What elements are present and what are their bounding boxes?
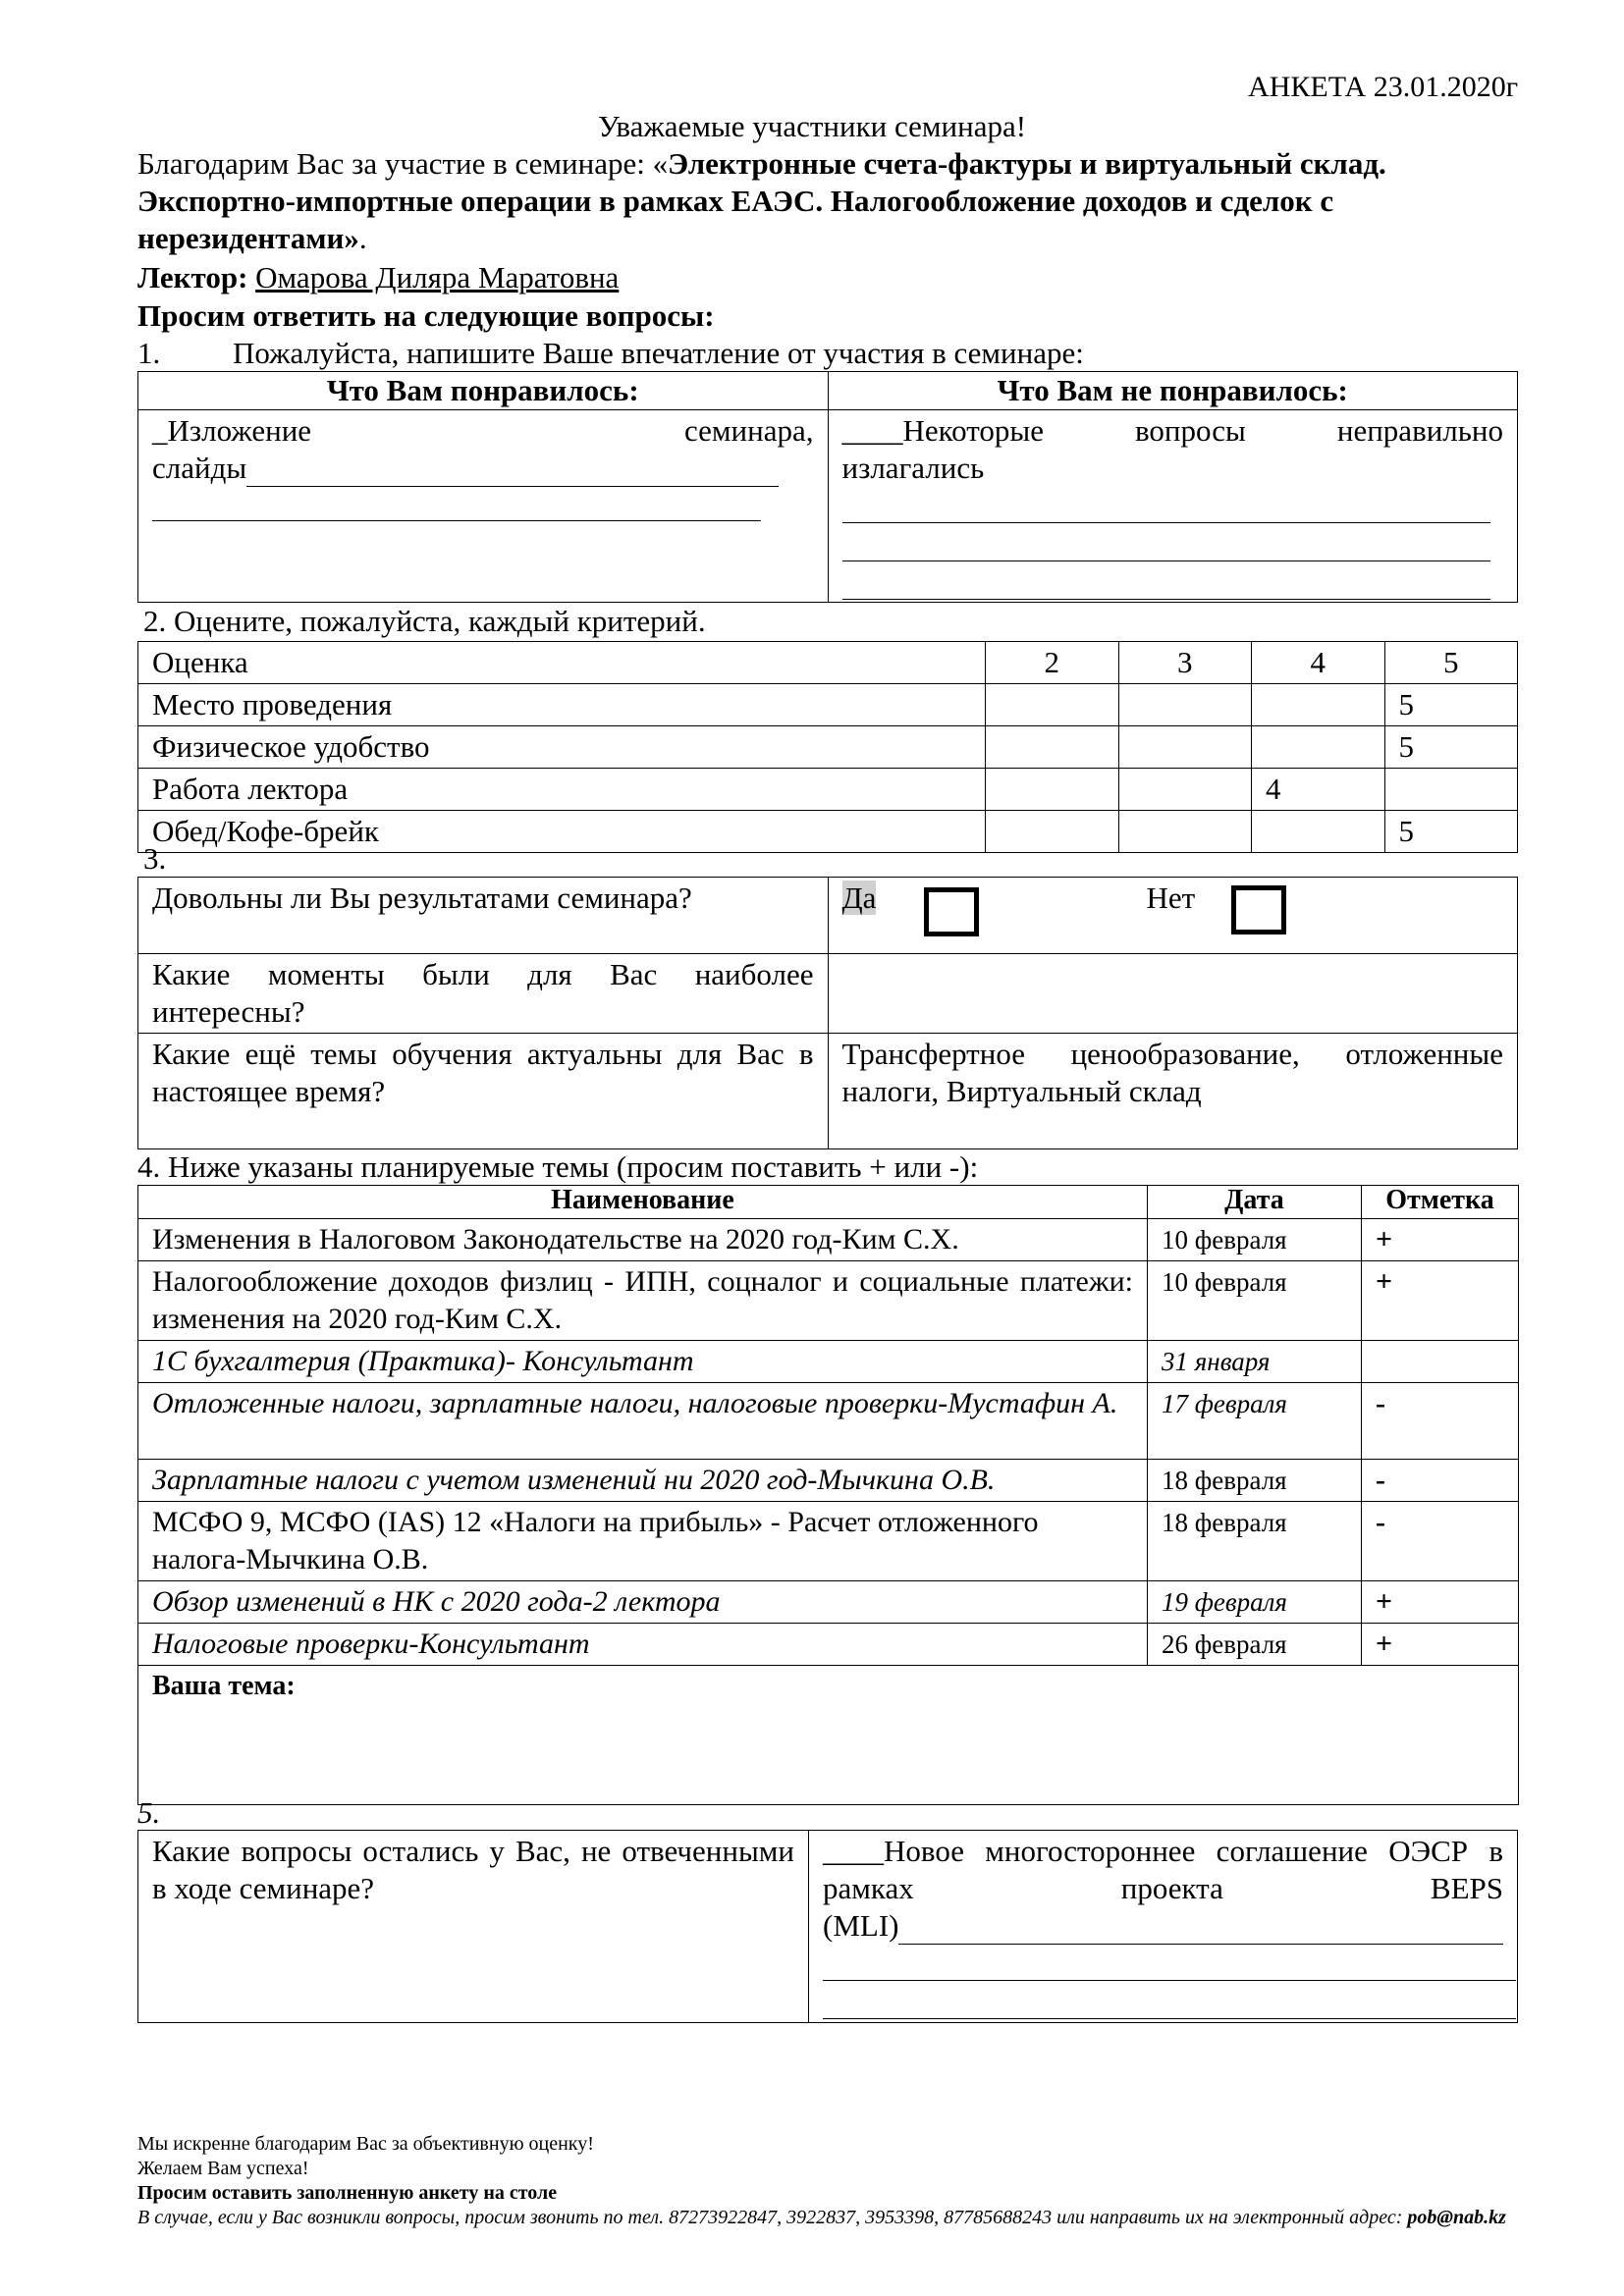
rating-header-2: 2 bbox=[986, 642, 1119, 684]
topic-row bbox=[138, 1624, 1519, 1666]
lecturer-label: Лектор: bbox=[137, 260, 248, 294]
lecturer-name: Омарова Диляра Маратовна bbox=[255, 260, 620, 294]
rating-cell[interactable] bbox=[1118, 684, 1252, 726]
topics-answer[interactable]: Трансфертное ценообразование, отложенные налоги, Виртуальный склад bbox=[828, 1034, 1518, 1149]
impressions-table bbox=[137, 371, 1518, 603]
footer-wishes: Желаем Вам успеха! bbox=[137, 2158, 309, 2179]
footer-thanks: Мы искренне благодарим Вас за объективную оценку! bbox=[137, 2133, 594, 2155]
col-date-header: Дата bbox=[1148, 1186, 1362, 1219]
liked-header: Что Вам понравилось: bbox=[138, 372, 829, 410]
remaining-answer-line-2: рамках проекта BEPS bbox=[823, 1871, 1503, 1905]
col-mark-header: Отметка bbox=[1362, 1186, 1519, 1219]
thanks-prefix: Благодарим Вас за участие в семинаре: « bbox=[137, 146, 669, 181]
topic-date: 18 февраля bbox=[1148, 1460, 1362, 1502]
request-heading: Просим ответить на следующие вопросы: bbox=[137, 298, 715, 333]
results-table bbox=[137, 877, 1518, 1149]
q1-question: Пожалуйста, напишите Ваше впечатление от участия в семинаре: bbox=[233, 336, 1084, 370]
rating-cell[interactable] bbox=[1252, 684, 1385, 726]
footer bbox=[137, 2132, 1518, 2230]
rating-row bbox=[138, 769, 1518, 811]
satisfied-answer-cell bbox=[828, 878, 1518, 954]
topic-name: Обзор изменений в НК с 2020 года-2 лектора bbox=[138, 1581, 1148, 1624]
topic-date: 19 февраля bbox=[1148, 1581, 1362, 1624]
col-name-header: Наименование bbox=[138, 1186, 1148, 1219]
topic-mark[interactable]: + bbox=[1362, 1219, 1519, 1261]
rating-table bbox=[137, 641, 1518, 853]
rating-cell[interactable]: 5 bbox=[1384, 726, 1518, 769]
fill-line bbox=[842, 487, 1490, 523]
rating-cell[interactable] bbox=[986, 684, 1119, 726]
rating-row bbox=[138, 811, 1518, 853]
topic-date: 17 февраля bbox=[1148, 1383, 1362, 1460]
no-checkbox[interactable] bbox=[1231, 885, 1286, 934]
topic-date: 31 января bbox=[1148, 1341, 1362, 1383]
fill-line bbox=[823, 1981, 1516, 2019]
topic-mark[interactable]: - bbox=[1362, 1502, 1519, 1581]
rating-cell[interactable] bbox=[1384, 769, 1518, 811]
rating-cell[interactable] bbox=[1252, 811, 1385, 853]
liked-answer-line-1: _Изложение семинара, bbox=[152, 413, 814, 448]
rating-cell[interactable]: 4 bbox=[1252, 769, 1385, 811]
liked-answer-line-2: слайды bbox=[152, 451, 247, 485]
fill-line bbox=[842, 523, 1490, 561]
rating-cell[interactable] bbox=[1118, 769, 1252, 811]
q3-number: 3. bbox=[143, 841, 167, 876]
topic-name: 1С бухгалтерия (Практика)- Консультант bbox=[138, 1341, 1148, 1383]
lecturer-line bbox=[137, 259, 619, 296]
yes-checkbox[interactable] bbox=[924, 887, 979, 936]
rating-row bbox=[138, 684, 1518, 726]
q4-title: 4. Ниже указаны планируемые темы (просим поставить + или -): bbox=[137, 1149, 979, 1184]
topic-date: 10 февраля bbox=[1148, 1219, 1362, 1261]
topic-row bbox=[138, 1581, 1519, 1624]
topic-row bbox=[138, 1341, 1519, 1383]
fill-line bbox=[842, 561, 1490, 600]
yes-label: Да bbox=[841, 881, 877, 915]
q5-number: 5. bbox=[137, 1795, 161, 1830]
q1-number: 1. bbox=[137, 336, 161, 370]
rating-header-4: 4 bbox=[1252, 642, 1385, 684]
topic-mark[interactable] bbox=[1362, 1341, 1519, 1383]
topic-row bbox=[138, 1261, 1519, 1341]
rating-cell[interactable] bbox=[1118, 726, 1252, 769]
interesting-answer[interactable] bbox=[828, 954, 1518, 1034]
fill-line bbox=[246, 456, 779, 487]
liked-answer-cell[interactable] bbox=[138, 410, 829, 603]
remaining-questions: Какие вопросы остались у Вас, не отвеченными в ходе семинаре? bbox=[138, 1831, 809, 2023]
rating-cell[interactable] bbox=[986, 726, 1119, 769]
topic-date: 18 февраля bbox=[1148, 1502, 1362, 1581]
topic-mark[interactable]: + bbox=[1362, 1581, 1519, 1624]
footer-email[interactable]: pob@nab.kz bbox=[1407, 2207, 1506, 2228]
topic-row bbox=[138, 1219, 1519, 1261]
topic-mark[interactable]: + bbox=[1362, 1624, 1519, 1666]
topic-date: 10 февраля bbox=[1148, 1261, 1362, 1341]
rating-header-5: 5 bbox=[1384, 642, 1518, 684]
your-topic-field[interactable]: Ваша тема: bbox=[138, 1666, 1519, 1805]
rating-row bbox=[138, 726, 1518, 769]
topic-mark[interactable]: - bbox=[1362, 1460, 1519, 1502]
footer-contacts-text: В случае, если у Вас возникли вопросы, просим звонить по тел. 87273922847, 3922837, 3953398, 87785688243 или направить их на электронный адрес: bbox=[137, 2207, 1408, 2228]
topic-name: Налоговые проверки-Консультант bbox=[138, 1624, 1148, 1666]
disliked-answer-cell[interactable] bbox=[828, 410, 1518, 603]
seminar-title: Электронные счета-фактуры и виртуальный склад. Экспортно-импортные операции в рамках ЕАЭС. Налогообложение доходов и сделок с нерезидентами» bbox=[137, 146, 1386, 255]
rating-criterion: Работа лектора bbox=[138, 769, 986, 811]
document-code: АНКЕТА 23.01.2020г bbox=[1248, 71, 1518, 103]
rating-cell[interactable] bbox=[1252, 726, 1385, 769]
rating-header-3: 3 bbox=[1118, 642, 1252, 684]
topic-row bbox=[138, 1460, 1519, 1502]
disliked-answer-line-1: ____Некоторые вопросы неправильно bbox=[841, 413, 1503, 448]
questions-table bbox=[137, 1830, 1518, 2023]
rating-cell[interactable] bbox=[986, 769, 1119, 811]
topic-name: Зарплатные налоги с учетом изменений ни 2020 год-Мычкина О.В. bbox=[138, 1460, 1148, 1502]
footer-instruction: Просим оставить заполненную анкету на столе bbox=[137, 2182, 558, 2204]
rating-cell[interactable] bbox=[1118, 811, 1252, 853]
remaining-answer-line-1: ____Новое многостороннее соглашение ОЭСР в bbox=[823, 1834, 1503, 1868]
fill-line bbox=[152, 487, 761, 521]
remaining-answer-line-3: (MLI) bbox=[823, 1908, 899, 1943]
disliked-header: Что Вам не понравилось: bbox=[828, 372, 1518, 410]
topic-name: МСФО 9, МСФО (IAS) 12 «Налоги на прибыль» - Расчет отложенного налога-Мычкина О.В. bbox=[138, 1502, 1148, 1581]
remaining-answer-cell[interactable] bbox=[809, 1831, 1518, 2023]
thanks-paragraph bbox=[137, 145, 1518, 257]
topic-row bbox=[138, 1383, 1519, 1460]
fill-line bbox=[898, 1914, 1503, 1945]
topic-name: Изменения в Налоговом Законодательстве на 2020 год-Ким С.Х. bbox=[138, 1219, 1148, 1261]
rating-criterion: Физическое удобство bbox=[138, 726, 986, 769]
topic-name: Налогообложение доходов физлиц - ИПН, соцналог и социальные платежи: изменения на 2020 год-Ким С.Х. bbox=[138, 1261, 1148, 1341]
thanks-suffix: . bbox=[358, 221, 367, 255]
greeting: Уважаемые участники семинара! bbox=[597, 109, 1027, 143]
topic-mark[interactable]: - bbox=[1362, 1383, 1519, 1460]
topic-mark[interactable]: + bbox=[1362, 1261, 1519, 1341]
rating-cell[interactable]: 5 bbox=[1384, 684, 1518, 726]
rating-header-label: Оценка bbox=[138, 642, 986, 684]
disliked-answer-line-2: излагались bbox=[841, 451, 985, 485]
rating-criterion: Обед/Кофе-брейк bbox=[138, 811, 986, 853]
footer-contacts bbox=[137, 2206, 1518, 2230]
topics-table bbox=[137, 1185, 1519, 1805]
topic-name: Отложенные налоги, зарплатные налоги, налоговые проверки-Мустафин А. bbox=[138, 1383, 1148, 1460]
rating-cell[interactable]: 5 bbox=[1384, 811, 1518, 853]
satisfied-question: Довольны ли Вы результатами семинара? bbox=[138, 878, 829, 954]
topic-row bbox=[138, 1502, 1519, 1581]
rating-criterion: Место проведения bbox=[138, 684, 986, 726]
interesting-question: Какие моменты были для Вас наиболее интересны? bbox=[138, 954, 829, 1034]
rating-cell[interactable] bbox=[986, 811, 1119, 853]
no-label: Нет bbox=[1146, 881, 1196, 915]
fill-line bbox=[823, 1945, 1516, 1981]
q2-title: 2. Оцените, пожалуйста, каждый критерий. bbox=[143, 604, 706, 638]
topic-date: 26 февраля bbox=[1148, 1624, 1362, 1666]
topics-question: Какие ещё темы обучения актуальны для Вас в настоящее время? bbox=[138, 1034, 829, 1149]
